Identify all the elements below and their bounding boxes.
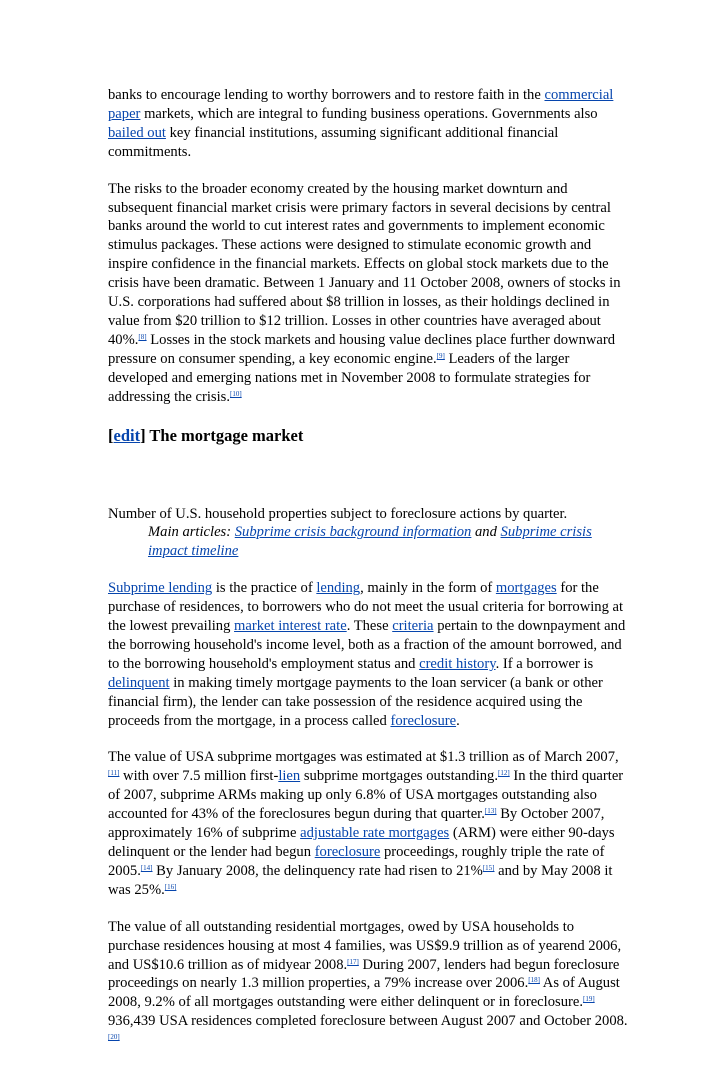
paragraph-bank-lending: banks to encourage lending to worthy borrowers and to restore faith in the commercial paper markets, which are integral to funding business operations. Governments also bailed out key financial institutions, assuming significant additional financial commitments. xyxy=(108,87,614,160)
image-placeholder xyxy=(108,447,628,505)
link-foreclosure[interactable]: foreclosure xyxy=(390,712,457,729)
link-foreclosure-2[interactable]: foreclosure xyxy=(314,844,381,860)
link-lending[interactable]: lending xyxy=(316,580,361,597)
link-subprime-lending[interactable]: Subprime lending xyxy=(108,580,213,597)
paragraph-outstanding-mortgages: The value of all outstanding residential mortgages, owed by USA households to purchase residences housing at most 4 families, was US$9.9 trillion as of yearend 2006, and US$10.6 trillion as of midyear 2008.[17] During 2007, lenders had begun foreclosure proceedings on nearly 1.3 million properties, a 79% increase over 2006.[18] As of August 2008, 9.2% of all mortgages outstanding were either delinquent or in foreclosure.[19] 936,439 USA residences completed foreclosure between August 2007 and October 2008.[20] xyxy=(108,918,628,1042)
citation-8[interactable]: [8] xyxy=(138,332,147,341)
paragraph-subprime-value: The value of USA subprime mortgages was estimated at $1.3 trillion as of March 2007, [11] with over 7.5 million first-lien subprime mortgages outstanding.[12] In the third quarter of 2007, subprime ARMs making up only 6.8% of USA mortgages outstanding also accounted for 43% of the foreclosures begun during that quarter.[13] By October 2007, approximately 16% of subprime adjustable rate mortgages (ARM) were either 90-days delinquent or the lender had begun foreclosure proceedings, roughly triple the rate of 2005.[14] By January 2008, the delinquency rate had risen to 21%[15] and by May 2008 it was 25%.[16] xyxy=(108,749,624,898)
citation-19[interactable]: [19] xyxy=(582,995,595,1004)
paragraph-subprime-lending: Subprime lending is the practice of lending, mainly in the form of mortgages for the purchase of residences, to borrowers who do not meet the usual criteria for borrowing at the lowest prevailing market interest rate. These criteria pertain to the downpayment and the borrowing household's income level, both as a fraction of the amount borrowed, and to the borrowing household's employment status and credit history. If a borrower is delinquent in making timely mortgage payments to the loan servicer (a bank or other financial firm), the lender can take possession of the residence acquired using the proceeds from the mortgage, in a process called foreclosure. xyxy=(108,580,626,729)
link-delinquent[interactable]: delinquent xyxy=(108,674,170,691)
link-market-interest-rate[interactable]: market interest rate xyxy=(234,618,347,635)
section-heading-mortgage-market: [edit] The mortgage market xyxy=(108,425,304,445)
edit-link[interactable]: edit xyxy=(113,425,141,445)
citation-16[interactable]: [16] xyxy=(164,882,177,891)
citation-10[interactable]: [10] xyxy=(230,389,242,398)
citation-12[interactable]: [12] xyxy=(498,769,510,778)
citation-18[interactable]: [18] xyxy=(528,976,540,985)
link-subprime-background[interactable]: Subprime crisis background information xyxy=(234,524,472,541)
citation-14[interactable]: [14] xyxy=(140,863,153,872)
section-title: The mortgage market xyxy=(145,425,304,445)
link-commercial-paper[interactable]: commercial paper xyxy=(108,87,614,122)
link-credit-history[interactable]: credit history xyxy=(419,655,496,672)
document-page xyxy=(108,86,628,1068)
citation-11[interactable]: [11] xyxy=(108,769,120,778)
link-bailed-out[interactable]: bailed out xyxy=(108,124,166,141)
link-criteria[interactable]: criteria xyxy=(392,618,434,635)
link-mortgages[interactable]: mortgages xyxy=(495,580,557,597)
main-articles-note: Main articles: Subprime crisis background information and Subprime crisis impact timeline xyxy=(148,524,592,560)
paragraph-broader-economy: The risks to the broader economy created by the housing market downturn and subsequent financial market crisis were primary factors in several decisions by central banks around the world to cut interest rates and governments to implement economic stimulus packages. These actions were designed to stimulate economic growth and inspire confidence in the financial markets. Effects on global stock markets due to the crisis have been dramatic. Between 1 January and 11 October 2008, owners of stocks in U.S. corporations had suffered about $8 trillion in losses, as their holdings declined in value from $20 trillion to $12 trillion. Losses in other countries have averaged about 40%.[8] Losses in the stock markets and housing value declines place further downward pressure on consumer spending, a key economic engine.[9] Leaders of the larger developed and emerging nations met in November 2008 to formulate strategies for addressing the crisis.[10] xyxy=(108,180,621,405)
citation-9[interactable]: [9] xyxy=(436,351,445,360)
citation-15[interactable]: [15] xyxy=(482,863,495,872)
image-caption: Number of U.S. household properties subject to foreclosure actions by quarter. xyxy=(108,505,568,522)
link-adjustable-rate-mortgages[interactable]: adjustable rate mortgages xyxy=(300,825,450,842)
link-subprime-timeline[interactable]: Subprime crisis impact timeline xyxy=(148,524,592,560)
citation-17[interactable]: [17] xyxy=(347,957,359,966)
citation-20[interactable]: [20] xyxy=(108,1033,120,1042)
link-lien[interactable]: lien xyxy=(278,768,301,785)
citation-13[interactable]: [13] xyxy=(484,807,497,816)
